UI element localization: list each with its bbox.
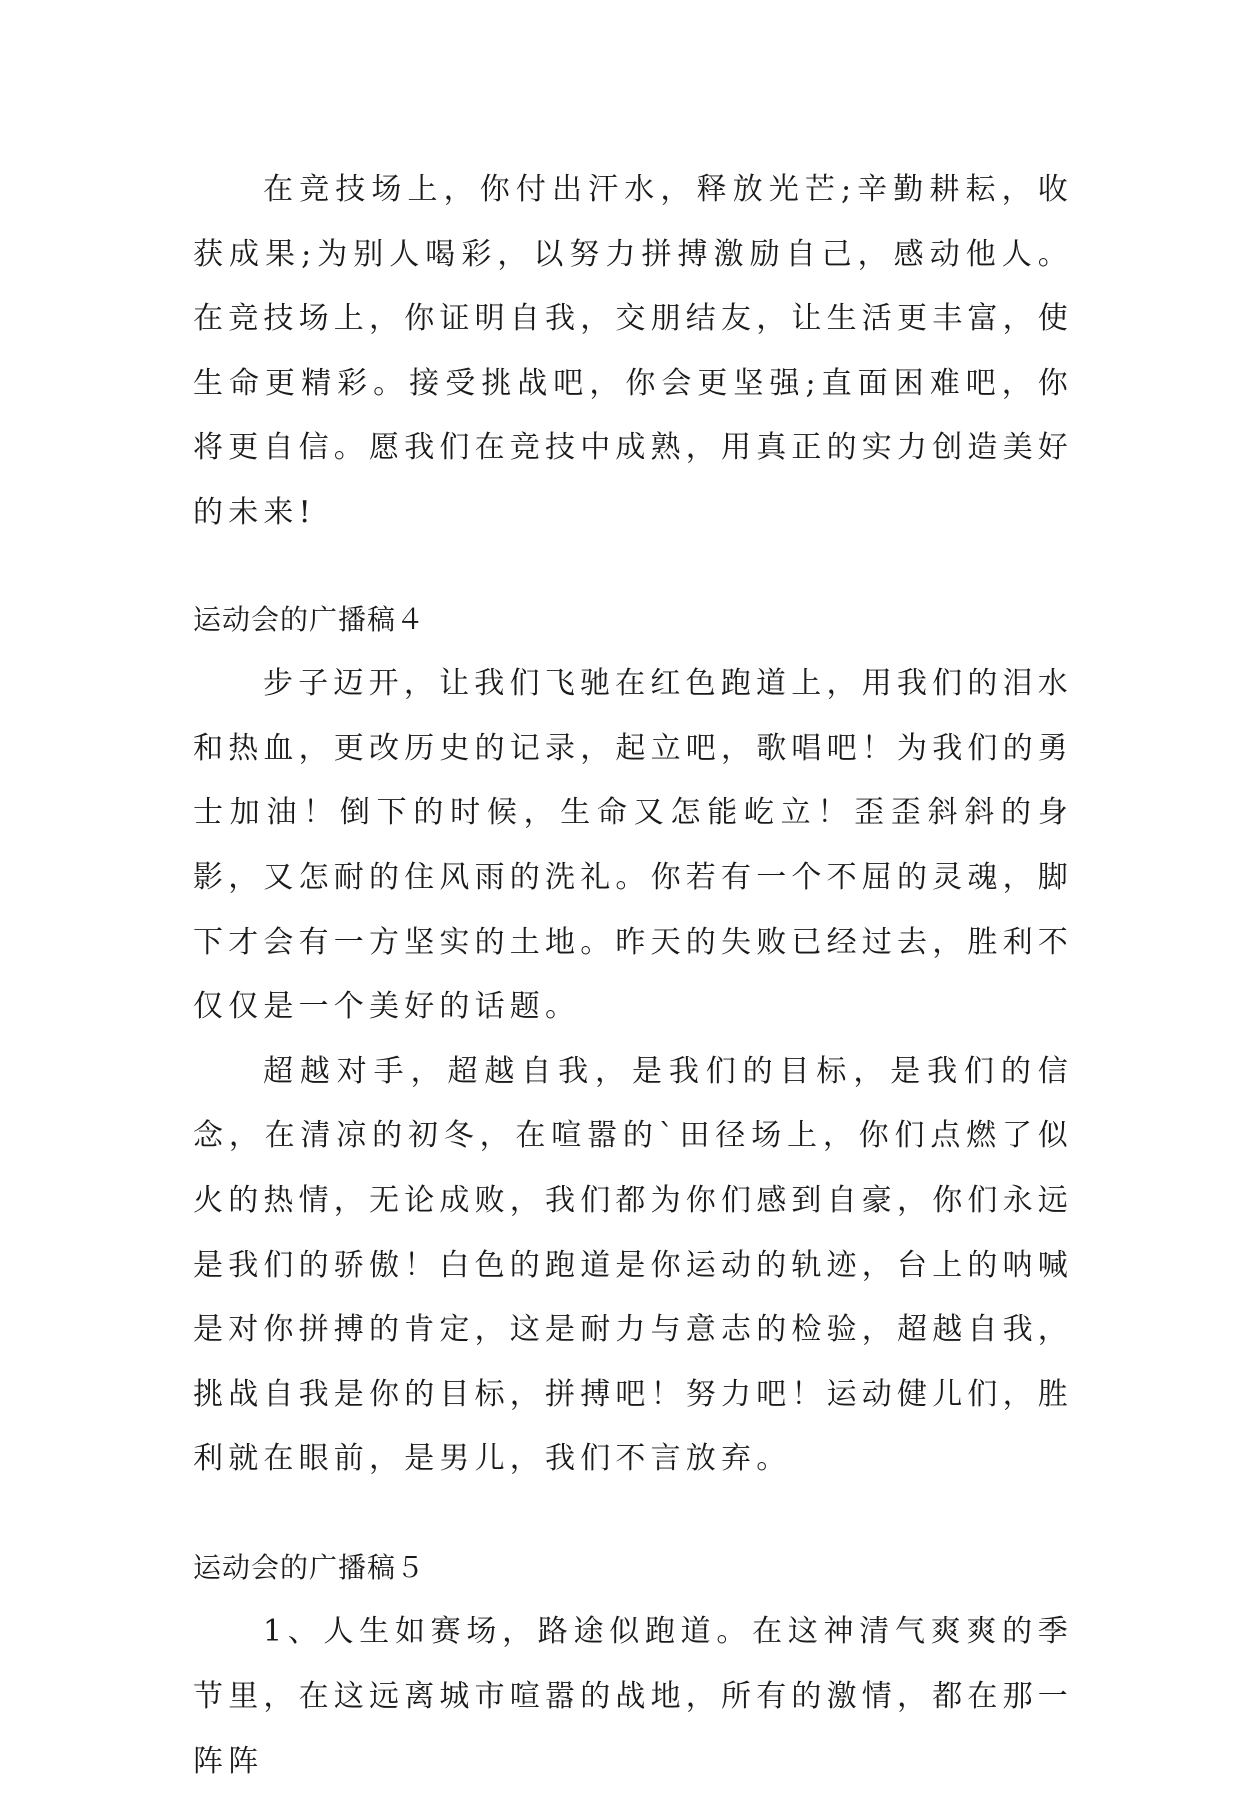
section-heading: 运动会的广播稿５	[193, 1550, 426, 1584]
paragraph: 超越对手，超越自我，是我们的目标，是我们的信念，在清凉的初冬，在喧嚣的`田径场上，你们点燃了似火的热情，无论成败，我们都为你们感到自豪，你们永远是我们的骄傲！白色的跑道是你运动的轨迹，台上的呐喊是对你拼搏的肯定，这是耐力与意志的检验，超越自我，挑战自我是你的目标，拼搏吧！努力吧！运动健儿们，胜利就在眼前，是男儿，我们不言放弃。	[193, 1053, 1073, 1477]
paragraph: 1、人生如赛场，路途似跑道。在这神清气爽爽的季节里，在这远离城市喧嚣的战地，所有的激情，都在那一阵阵	[193, 1614, 1073, 1779]
section-spacer	[193, 546, 1073, 588]
section-heading: 运动会的广播稿４	[193, 602, 426, 636]
paragraph: 在竞技场上，你付出汗水，释放光芒;辛勤耕耘，收获成果;为别人喝彩，以努力拼搏激励自己，感动他人。在竞技场上，你证明自我，交朋结友，让生活更丰富，使生命更精彩。接受挑战吧，你会更坚强;直面困难吧，你将更自信。愿我们在竞技中成熟，用真正的实力创造美好的未来!	[193, 172, 1073, 530]
section-spacer	[193, 1492, 1073, 1536]
document-page	[193, 158, 1073, 1794]
paragraph: 步子迈开，让我们飞驰在红色跑道上，用我们的泪水和热血，更改历史的记录，起立吧，歌唱吧！为我们的勇士加油！倒下的时候，生命又怎能屹立！歪歪斜斜的身影，又怎耐的住风雨的洗礼。你若有一个不屈的灵魂，脚下才会有一方坚实的土地。昨天的失败已经过去，胜利不仅仅是一个美好的话题。	[193, 666, 1073, 1025]
